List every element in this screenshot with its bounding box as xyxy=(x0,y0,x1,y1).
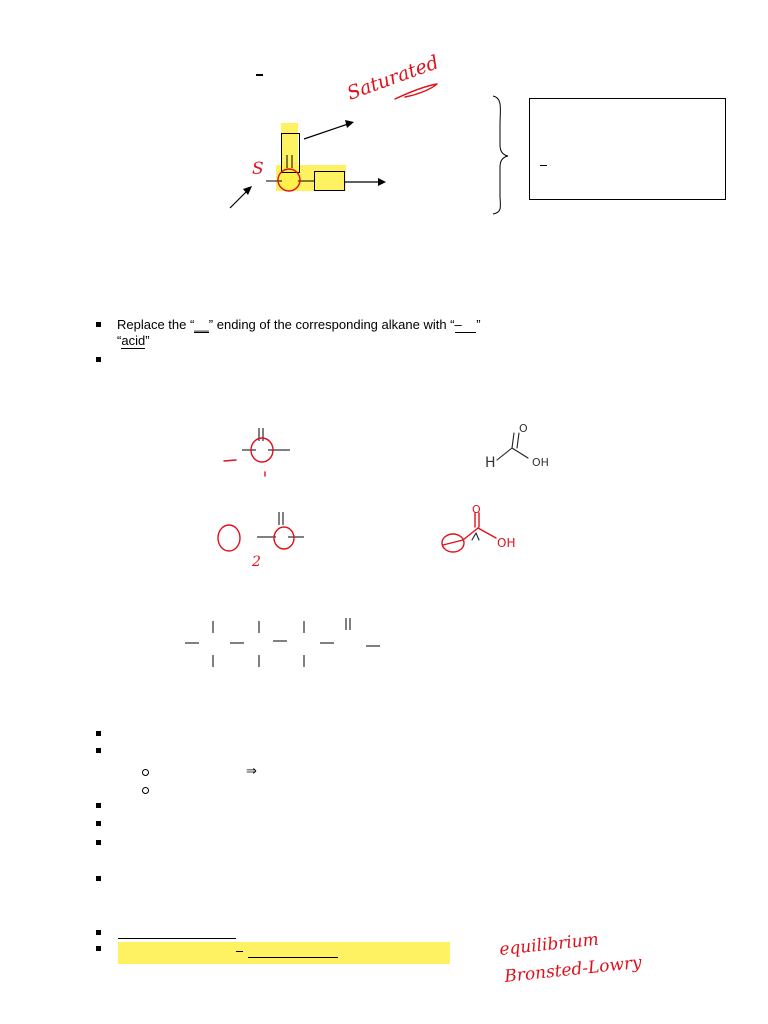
acid-word: acid xyxy=(121,333,146,348)
blank-new-ending: – xyxy=(454,317,477,332)
h-label: H xyxy=(485,455,496,471)
oh-label: OH xyxy=(532,456,549,469)
blank-ending: __ xyxy=(194,317,209,332)
saturated-annotation: Saturated xyxy=(344,51,442,105)
s-mark-text: S xyxy=(252,159,264,179)
implies-arrow: ⇒ xyxy=(246,763,257,778)
subscript-two: 2 xyxy=(252,554,261,570)
rule-1-line2: “acid” xyxy=(117,333,150,348)
o-label-top-2: O xyxy=(472,503,481,516)
bronsted-annotation: Bronsted-Lowry xyxy=(503,952,643,987)
rule-1-line1: Replace the “__” ending of the corresponding alkane with “– ” xyxy=(117,317,481,332)
equilibrium-annotation: equilibrium xyxy=(498,929,600,960)
o-label-top: O xyxy=(519,422,528,435)
oh-label-2: OH xyxy=(497,536,516,550)
